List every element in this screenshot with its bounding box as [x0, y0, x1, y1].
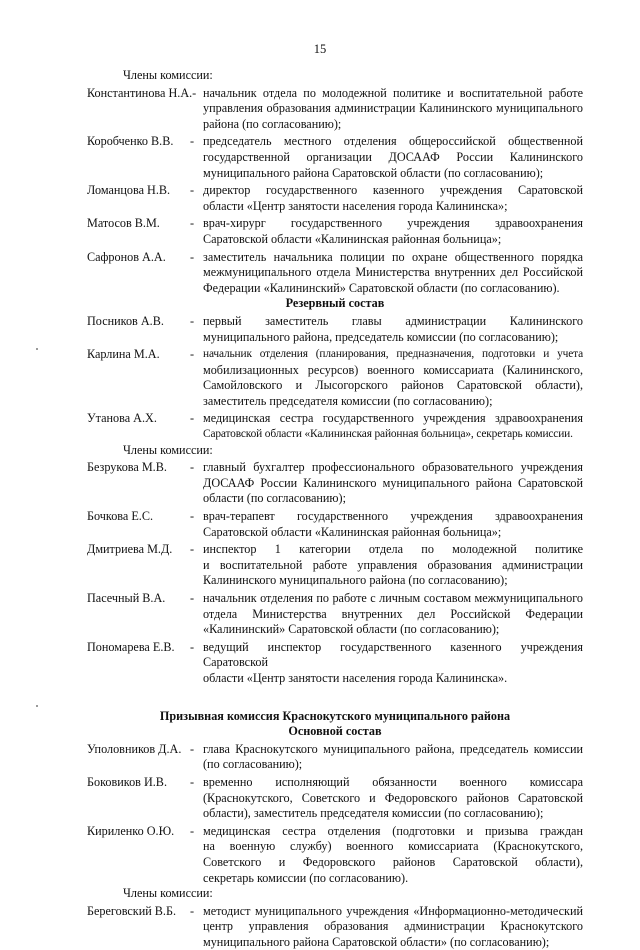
section-heading: Резервный состав [285, 296, 385, 311]
member-entry [87, 509, 583, 540]
position-line: Саратовской области «Калининская районная больница», секретарь комиссии. [203, 428, 573, 441]
entry-dash: - [190, 411, 195, 426]
member-name: Береговский В.Б. [87, 903, 177, 918]
member-entry [87, 216, 583, 247]
position-line: управления образования администрации Калининского муниципального [203, 101, 583, 116]
member-position [203, 460, 583, 507]
member-position [203, 904, 583, 950]
position-line: медицинская сестра отделения (подготовки и призыва граждан [203, 823, 583, 838]
position-line: директор государственного казенного учреждения Саратовской [203, 183, 583, 198]
position-line: Самойловского и Лысогорского районов Саратовской области), [203, 378, 583, 393]
position-line: Саратовской области «Калининская районная больница»; [203, 524, 502, 539]
member-name: Пасечный В.А. [87, 591, 166, 605]
position-line: глава Краснокутского муниципального района, председатель комиссии [203, 741, 583, 756]
position-line: председатель местного отделения общероссийской общественной [203, 134, 583, 149]
position-line: Федерации «Калининский» Саратовской области (по согласованию). [203, 280, 560, 295]
member-name: Дмитриева М.Д. [87, 542, 173, 557]
position-line: на военную службу) военного комиссариата (Краснокутского, [203, 839, 583, 854]
member-entry [87, 742, 583, 773]
entry-dash: - [190, 216, 195, 231]
member-name: Безрукова М.В. [87, 460, 167, 475]
member-entry [87, 183, 583, 214]
member-position [203, 742, 583, 773]
position-line: мобилизационных ресурсов) военного комиссариата (Калининского, [203, 362, 583, 377]
entry-dash: - [190, 509, 195, 524]
entry-dash: - [190, 903, 195, 918]
position-line: временно исполняющий обязанности военного комиссара [203, 774, 583, 789]
position-line: ДОСААФ России Калининского муниципального района Саратовской [203, 475, 583, 490]
entry-dash: - [190, 542, 195, 557]
position-line: начальник отделения (планирования, предназначения, подготовки и учета [203, 348, 583, 361]
member-position [203, 183, 583, 214]
member-position [203, 250, 583, 297]
entry-dash: - [190, 347, 195, 362]
position-line: Калининского муниципального района (по согласованию); [203, 573, 508, 588]
position-line: области «Центр занятости населения города Калининска». [203, 670, 508, 685]
member-name: Бочкова Е.С. [87, 509, 154, 524]
position-line: района (по согласованию); [203, 116, 342, 131]
member-position [203, 86, 583, 133]
entry-dash: - [190, 249, 195, 264]
position-line: Саратовской области «Калининская районная больница»; [203, 231, 502, 246]
position-line: Советского и Федоровского районов Саратовской области), [203, 854, 583, 869]
member-name: Боковиков И.В. [87, 774, 167, 789]
member-entry [87, 824, 583, 886]
member-entry [87, 347, 583, 409]
member-entry [87, 904, 583, 950]
member-position [203, 347, 583, 409]
position-line: медицинская сестра государственного учреждения здравоохранения [203, 411, 583, 426]
position-line: и воспитательной работе управления образования администрации [203, 557, 583, 572]
member-name: Уполовников Д.А. [87, 741, 182, 756]
entry-dash: - [190, 774, 195, 789]
entry-dash: - [190, 460, 195, 475]
position-line: первый заместитель главы администрации Калининского [203, 313, 583, 328]
position-line: отдела Министерства внутренних дел Российской Федерации [203, 606, 583, 621]
members-label: Члены комиссии: [123, 68, 213, 82]
member-entry [87, 86, 583, 133]
position-line: врач-терапевт государственного учреждения здравоохранения [203, 509, 583, 524]
member-entry [87, 775, 583, 822]
position-line: заместитель председателя комиссии (по согласованию); [203, 393, 493, 408]
member-entry [87, 314, 583, 345]
position-line: начальник отдела по молодежной политике и воспитательной работе [203, 85, 583, 100]
member-entry [87, 542, 583, 589]
position-line: ведущий инспектор государственного казенного учреждения Саратовской [203, 639, 583, 670]
member-entry [87, 134, 583, 181]
commission-list [87, 68, 583, 950]
entry-dash: - [190, 591, 195, 605]
member-entry [87, 640, 583, 687]
position-line: государственной организации ДОСААФ России Калининского [203, 149, 583, 164]
member-position [203, 824, 583, 886]
member-position [203, 640, 583, 687]
member-entry [87, 460, 583, 507]
members-label: Члены комиссии: [123, 442, 213, 457]
position-line: центр управления образования администрации Краснокутского [203, 919, 583, 934]
position-line: (Краснокутского, Советского и Федоровского районов Саратовской [203, 790, 583, 805]
entry-dash [190, 86, 203, 133]
position-line: области (по согласованию); [203, 491, 346, 506]
member-name: Матосов В.М. [87, 216, 160, 231]
member-entry [87, 411, 583, 442]
position-line: начальник отделения по работе с личным составом межмуниципального [203, 591, 583, 605]
entry-dash: - [190, 741, 195, 756]
position-line: области), заместитель председателя комиссии (по согласованию); [203, 806, 544, 821]
entry-dash: - [190, 823, 195, 838]
member-position [203, 134, 583, 181]
member-name: Утанова А.Х. [87, 411, 157, 426]
position-line: методист муниципального учреждения «Информационно-методический [203, 903, 583, 918]
section-heading: Основной состав [288, 724, 382, 739]
position-line: муниципального района Саратовской области» (по согласованию); [203, 934, 550, 949]
section-heading: Призывная комиссия Краснокутского муниципального района [159, 708, 511, 723]
member-entry [87, 591, 583, 638]
member-position [203, 314, 583, 345]
position-line: инспектор 1 категории отдела по молодежной политике [203, 542, 583, 557]
entry-dash: - [190, 313, 195, 328]
entry-dash: - [190, 134, 195, 149]
member-name: Ломанцова Н.В. [87, 183, 171, 198]
member-position [203, 542, 583, 589]
position-line: межмуниципального отдела Министерства внутренних дел Российской [203, 265, 583, 280]
member-position [203, 509, 583, 540]
entry-dash: - [190, 183, 195, 198]
member-name: Сафронов А.А. [87, 249, 166, 264]
member-name: Кириленко О.Ю. [87, 823, 175, 838]
position-line: главный бухгалтер профессионального образовательного учреждения [203, 460, 583, 475]
section-spacer [87, 687, 583, 709]
member-name: Пономарева Е.В. [87, 639, 175, 654]
member-position [203, 216, 583, 247]
member-name: Карлина М.А. [87, 347, 160, 362]
member-position [203, 775, 583, 822]
position-line: заместитель начальника полиции по охране общественного порядка [203, 249, 583, 264]
member-entry [87, 250, 583, 297]
member-name: Посников А.В. [87, 313, 164, 328]
scan-artifact [36, 348, 38, 350]
scan-artifact [36, 705, 38, 707]
member-position [203, 591, 583, 638]
page-number: 15 [313, 42, 327, 56]
position-line: муниципального района Саратовской области (по согласованию); [203, 165, 544, 180]
member-name: Коробченко В.В. [87, 134, 174, 149]
members-label: Члены комиссии: [123, 886, 213, 901]
position-line: (по согласованию); [203, 757, 303, 772]
position-line: муниципального района, председатель комиссии (по согласованию); [203, 329, 559, 344]
member-name: Константинова Н.А.- [87, 85, 197, 100]
position-line: врач-хирург государственного учреждения здравоохранения [203, 216, 583, 231]
position-line: «Калининский» Саратовской области (по согласованию); [203, 622, 500, 637]
position-line: секретарь комиссии (по согласованию). [203, 870, 409, 885]
member-position [203, 411, 583, 442]
entry-dash: - [190, 639, 195, 654]
position-line: области «Центр занятости населения города Калининска»; [203, 198, 508, 213]
